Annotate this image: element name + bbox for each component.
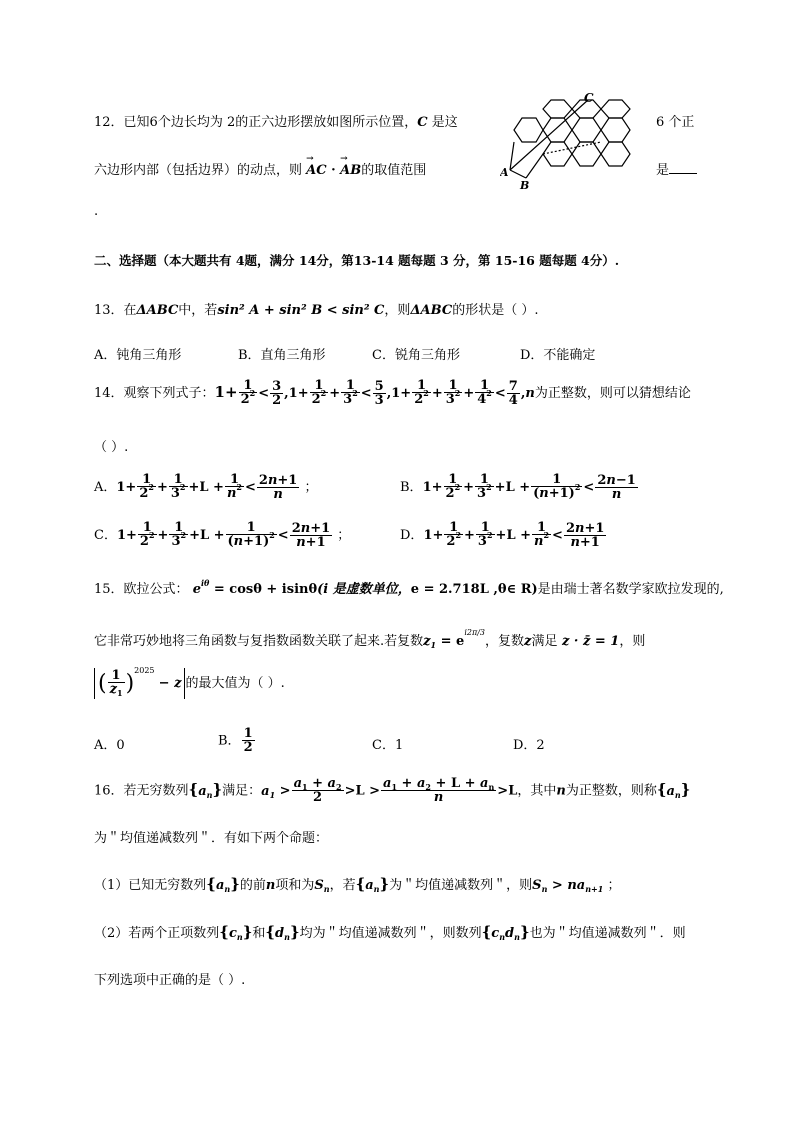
q15-option-a[interactable]: A．0	[94, 738, 125, 753]
q14-option-a[interactable]: A．1+ $\frac{1}{2^2}$ + $\frac{1}{3^2}$ +L + $\frac{1}{n^2}$ < $\frac{2n+1}{n}$ ；	[94, 472, 318, 502]
section-heading: 二、选择题（本大题共有 4题，满分 14分，第13-14 题每题 3 分，第 15-16 题每题 4分）.	[94, 253, 620, 268]
q14-option-d[interactable]: D．1+ $\frac{1}{2^2}$ + $\frac{1}{3^2}$ +L + $\frac{1}{n^2}$ < $\frac{2n+1}{n+1}$	[400, 520, 605, 550]
q16-stem: 16．若无穷数列$\{a_n\}$满足：$a_1$ > $\frac{a_1 + a_2}{2}$ >L > $\frac{a_1 + a_2 + L + a_n}{n}$ >L，其中n为正整数，则称$\{a_n\}$	[94, 776, 691, 805]
label-c: C	[584, 92, 594, 105]
answer-blank	[669, 162, 697, 174]
hexagon-figure	[500, 92, 650, 192]
q14-option-b[interactable]: B．1+ $\frac{1}{2^2}$ + $\frac{1}{3^2}$ +L + $\frac{1}{(n+1)^2}$ < $\frac{2n-1}{n}$	[400, 472, 636, 502]
q12-line2-right: 是	[656, 159, 697, 178]
segment-ab	[510, 170, 526, 178]
q14-option-c[interactable]: C．1+ $\frac{1}{2^2}$ + $\frac{1}{3^2}$ +L + $\frac{1}{(n+1)^2}$ < $\frac{2n+1}{n+1}$ ；	[94, 520, 351, 550]
q13-option-d[interactable]: D．不能确定	[520, 348, 596, 363]
hexagon	[572, 118, 601, 142]
segment	[526, 154, 543, 178]
q14-paren: （ ）.	[94, 440, 129, 455]
dashed-line	[543, 142, 601, 154]
q12-line3: .	[94, 204, 99, 219]
q16-proposition-1: （1）已知无穷数列$\{a_n\}$的前n项和为$S_n$，若$\{a_n\}$为＂均值递减数列＂，则$S_n > na_{n+1}$ ；	[94, 875, 621, 894]
vector-ac: → AC	[306, 154, 327, 178]
hexagon	[543, 100, 572, 118]
q13-option-c[interactable]: C．锐角三角形	[372, 348, 460, 363]
segment	[510, 142, 514, 170]
hexagon	[543, 118, 572, 142]
hexagon	[514, 118, 543, 142]
q12-line2: 六边形内部（包括边界）的动点，则 → AC · → AB的取值范围	[94, 154, 427, 178]
hexagon	[543, 142, 572, 166]
q16-line2: 为＂均值递减数列＂．有如下两个命题：	[94, 831, 329, 846]
label-b: B	[520, 179, 530, 192]
q15-line2: 它非常巧妙地将三角函数与复指数函数关联了起来.若复数$z_1 = e^{i2\pi/3}$，复数z满足 z · z̄ = 1，则	[94, 628, 646, 650]
hexagon	[601, 100, 630, 118]
label-a: A	[500, 166, 509, 179]
hexagon	[601, 142, 630, 166]
q15-line3: ( $\frac{1}{z_1}$ )$^{2025}$ − z 的最大值为（ ）.	[94, 668, 285, 699]
hexagon	[601, 118, 630, 142]
q12-line1-right: 6 个正	[656, 115, 695, 130]
q15-line1: 15．欧拉公式： $e^{i\theta} = \cos\theta + isin\theta(i$ 是虚数单位，e = 2.718L ,θ∈ R)是由瑞士著名数学家欧拉发现的,	[94, 578, 724, 597]
q15-option-d[interactable]: D．2	[513, 738, 545, 753]
q16-proposition-2: （2）若两个正项数列$\{c_n\}$和$\{d_n\}$均为＂均值递减数列＂，则数列$\{c_nd_n\}$也为＂均值递减数列＂．则	[94, 923, 686, 942]
q13-option-b[interactable]: B．直角三角形	[238, 348, 326, 363]
q15-option-c[interactable]: C．1	[372, 738, 404, 753]
q13-stem: 13．在ΔABC中，若sin² A + sin² B < sin² C，则ΔABC的形状是（ ）.	[94, 303, 539, 318]
q16-last-line: 下列选项中正确的是（ ）.	[94, 973, 246, 988]
q13-option-a[interactable]: A．钝角三角形	[94, 348, 182, 363]
q14-stem: 14．观察下列式子：1+ $\frac{1}{2^2}$ < $\frac{3}{2}$ ,1+ $\frac{1}{2^2}$ + $\frac{1}{3^2}$ < $\frac{5}{3}$ ,1+ $\frac{1}{2^2}$ + $\frac{1}{3^2}$ + $\frac{1}{4^2}$ < $\frac{7}{4}$ ,n为正整数，则可以猜想结论	[94, 378, 691, 408]
vector-ab: → AB	[340, 154, 362, 178]
q15-option-b[interactable]: B． $\frac{1}{2}$	[218, 726, 253, 755]
q12-line1: 12．已知6个边长均为 2的正六边形摆放如图所示位置，C 是这	[94, 115, 458, 130]
